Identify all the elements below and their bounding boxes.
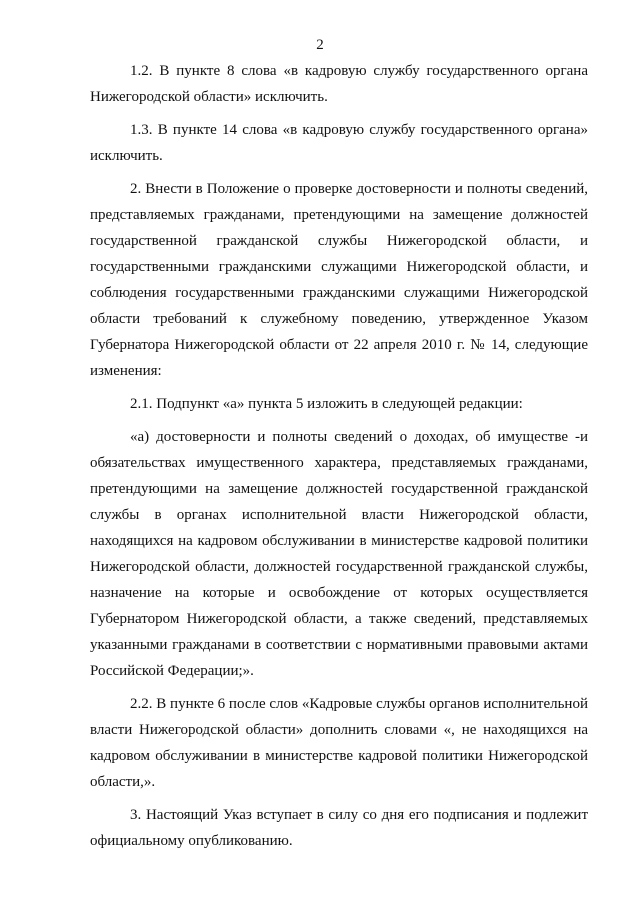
paragraph-1-3: 1.3. В пункте 14 слова «в кадровую службу государственного органа» исключить. (90, 122, 588, 164)
paragraph-1-2: 1.2. В пункте 8 слова «в кадровую службу государственного органа Нижегородской области» исключить. (90, 63, 588, 105)
paragraph-2-2: 2.2. В пункте 6 после слов «Кадровые службы органов исполнительной власти Нижегородской области» дополнить словами «, не находящихся на кадровом обслуживании в министерстве кадровой политики Нижегородской области,». (90, 696, 588, 790)
paragraph-3: 3. Настоящий Указ вступает в силу со дня его подписания и подлежит официальному опубликованию. (90, 807, 588, 849)
document-body (90, 58, 588, 861)
paragraph-2: 2. Внести в Положение о проверке достоверности и полноты сведений, представляемых гражданами, претендующими на замещение должностей государственной гражданской службы Нижегородской области, и государственными гражданскими служащими Нижегородской области, и соблюдения государственными гражданскими служащими Нижегородской области требований к служебному поведению, утвержденное Указом Губернатора Нижегородской области от 22 апреля 2010 г. № 14, следующие изменения: (90, 181, 588, 379)
paragraph-2-1-text: «а) достоверности и полноты сведений о доходах, об имуществе -и обязательствах имущественного характера, представляемых гражданами, претендующими на замещение должностей государственной гражданской службы в органах исполнительной власти Нижегородской области, находящихся на кадровом обслуживании в министерстве кадровой политики Нижегородской области, должностей государственной гражданской службы, назначение на которые и освобождение от которых осуществляется Губернатором Нижегородской области, а также сведений, представляемых указанными гражданами в соответствии с нормативными правовыми актами Российской Федерации;». (90, 429, 588, 679)
paragraph-2-1: 2.1. Подпункт «а» пункта 5 изложить в следующей редакции: (130, 396, 523, 412)
page-number: 2 (316, 37, 324, 53)
